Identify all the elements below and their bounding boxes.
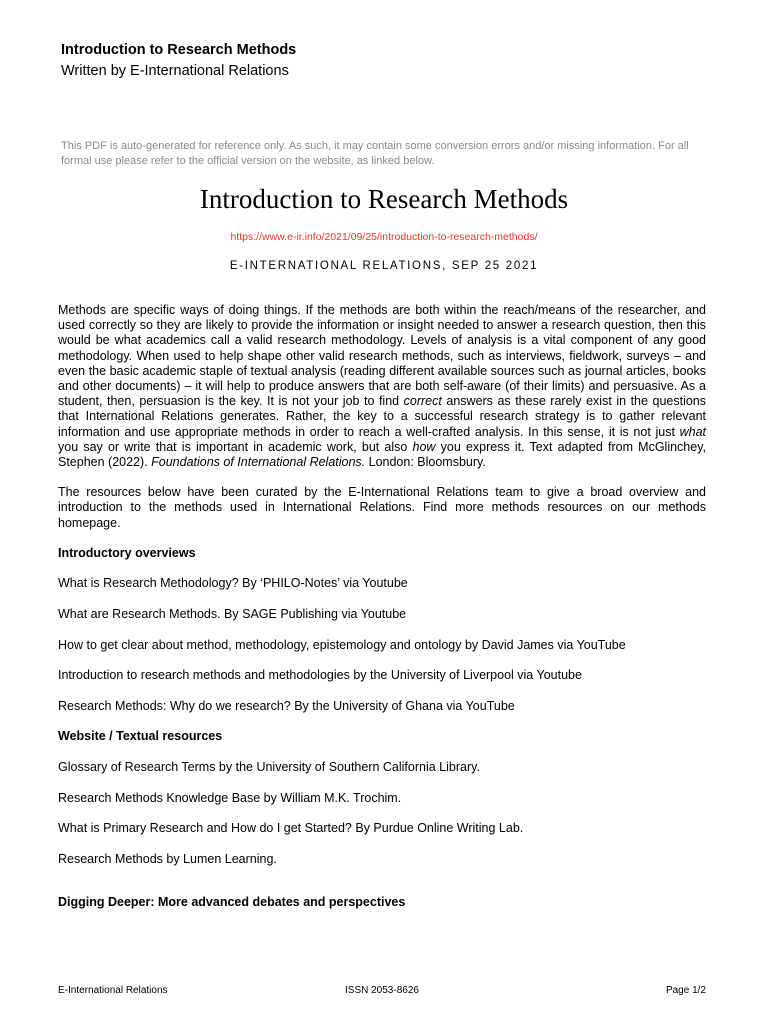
intro-text-5: London: Bloomsbury. bbox=[365, 455, 486, 470]
intro-text-4: you express it. Text adapted from McGlinchey, Stephen (2022). bbox=[58, 439, 706, 470]
intro-text-3: you say or write that is important in academic work, but also bbox=[58, 439, 413, 454]
intro-text-1: Methods are specific ways of doing things. If the methods are both within the reach/means of the researcher, and used correctly so they are likely to provide the information or insight needed to answer a research question, then this would be what academics call a valid research methodology. Levels of analysis is a vital component of any good methodology. When used to help shape other valid research methods, such as interviews, fieldwork, surveys – and even the basic academic staple of textual analysis (reading different available sources such as journal articles, books and other documents) – it will help to produce answers that are both self-aware (of their limits) and persuasive. As a student, then, persuasion is the key. It is not your job to find bbox=[58, 303, 706, 409]
section-spacer bbox=[58, 882, 706, 895]
resource-link[interactable]: Research Methods by Lumen Learning. bbox=[58, 851, 277, 866]
article-body bbox=[58, 303, 706, 926]
page-footer bbox=[58, 984, 706, 998]
book-title: Foundations of International Relations. bbox=[151, 455, 366, 470]
disclaimer-text: This PDF is auto-generated for reference only. As such, it may contain some conversion errors and/or missing information. For all formal use please refer to the official version on the website, as linked below. bbox=[61, 140, 689, 167]
article-byline bbox=[0, 259, 768, 273]
page-header bbox=[61, 41, 296, 83]
header-title: Introduction to Research Methods bbox=[61, 42, 297, 58]
resource-link[interactable]: What is Research Methodology? By ‘PHILO-Notes’ via Youtube bbox=[58, 576, 408, 591]
article-url-link[interactable]: https://www.e-ir.info/2021/09/25/introduction-to-research-methods/ bbox=[230, 231, 538, 243]
resource-link[interactable]: How to get clear about method, methodology, epistemology and ontology by David James via YouTube bbox=[58, 637, 626, 652]
section-heading-introductory: Introductory overviews bbox=[58, 545, 196, 560]
section-heading-textual: Website / Textual resources bbox=[58, 729, 223, 744]
article-date: SEP 25 2021 bbox=[451, 260, 539, 272]
resource-link[interactable]: What are Research Methods. By SAGE Publishing via Youtube bbox=[58, 607, 407, 622]
resource-link[interactable]: Research Methods: Why do we research? By the University of Ghana via YouTube bbox=[58, 698, 515, 713]
intro-text-2: answers as these rarely exist in the questions that International Relations generates. Rather, the key to a successful research strategy is to gather relevant information and use appropriate methods in order to reach a well-crafted analysis. In this sense, it is not just bbox=[58, 394, 707, 439]
header-subtitle: Written by E-International Relations bbox=[61, 63, 289, 79]
emphasis-how: how bbox=[412, 439, 436, 454]
emphasis-correct: correct bbox=[403, 394, 442, 409]
section-heading-digging-deeper: Digging Deeper: More advanced debates and perspectives bbox=[58, 895, 406, 910]
resource-link[interactable]: What is Primary Research and How do I get Started? By Purdue Online Writing Lab. bbox=[58, 821, 524, 836]
footer-page-number: Page 1/2 bbox=[665, 985, 706, 996]
footer-issn: ISSN 2053-8626 bbox=[345, 985, 419, 996]
article-author: E-INTERNATIONAL RELATIONS, bbox=[229, 260, 447, 272]
resource-link[interactable]: Glossary of Research Terms by the University of Southern California Library. bbox=[58, 760, 480, 774]
resource-link[interactable]: Research Methods Knowledge Base by William M.K. Trochim. bbox=[58, 790, 402, 805]
emphasis-what: what bbox=[679, 424, 706, 439]
footer-publisher: E-International Relations bbox=[58, 985, 168, 996]
resource-link[interactable]: Introduction to research methods and methodologies by the University of Liverpool via Youtube bbox=[58, 668, 582, 683]
resources-paragraph: The resources below have been curated by the E-International Relations team to give a broad overview and introduction to the methods used in International Relations. Find more methods resources on our methods homepage. bbox=[58, 485, 706, 530]
intro-paragraph bbox=[58, 303, 706, 470]
article-title: Introduction to Research Methods bbox=[199, 184, 569, 214]
